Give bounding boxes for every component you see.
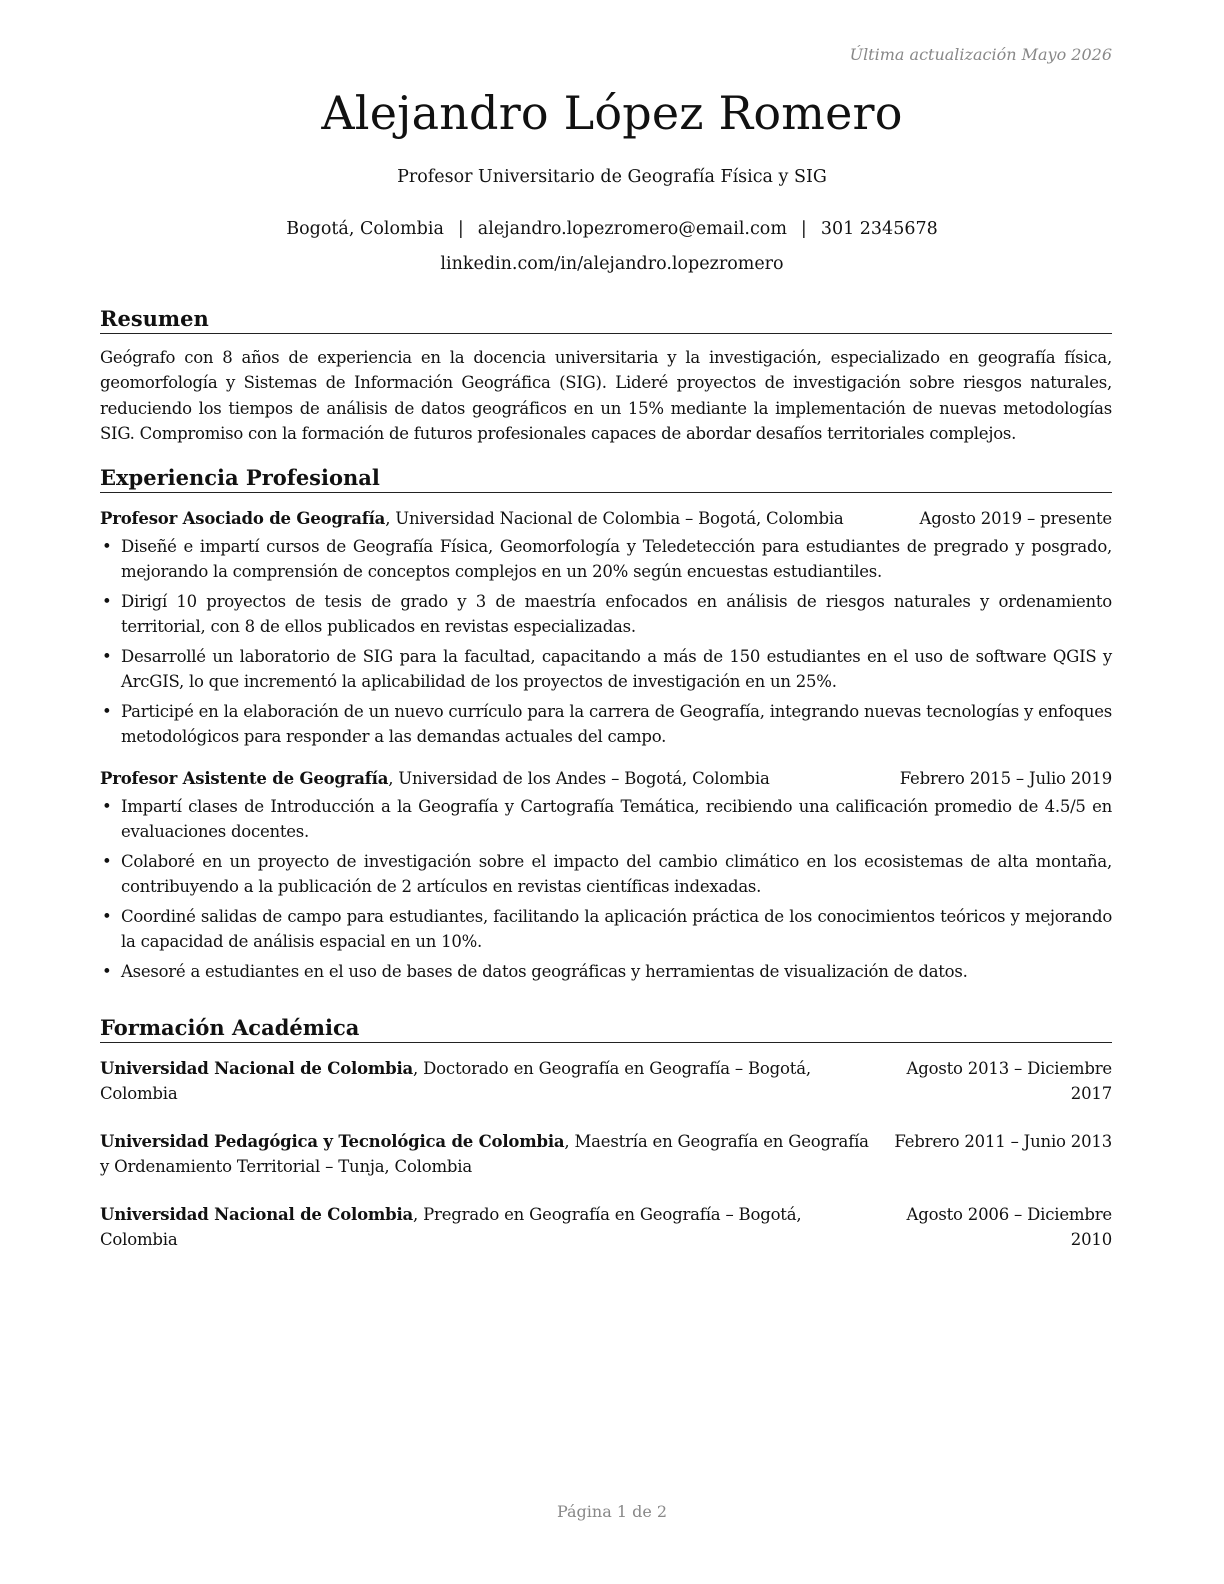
education-section <box>100 1014 1112 1252</box>
job-dates: Agosto 2019 – presente <box>919 509 1112 528</box>
summary-section <box>100 305 1112 446</box>
section-title-education: Formación Académica <box>100 1014 1112 1043</box>
job-bullets <box>100 534 1112 749</box>
list-item <box>100 699 1112 749</box>
bullet-icon: • <box>102 797 112 816</box>
bullet-text: Asesoré a estudiantes en el uso de bases de datos geográficas y herramientas de visualización de datos. <box>121 962 968 981</box>
list-item <box>100 959 1112 984</box>
job-role: Profesor Asistente de Geografía <box>100 769 389 788</box>
summary-text: Geógrafo con 8 años de experiencia en la docencia universitaria y la investigación, especializado en geografía física, geomorfología y Sistemas de Información Geográfica (SIG). Lideré proyectos de investigación sobre riesgos naturales, reduciendo los tiempos de análisis de datos geográficos en un 15% mediante la implementación de nuevas metodologías SIG. Compromiso con la formación de futuros profesionales capaces de abordar desafíos territoriales complejos. <box>100 348 1112 443</box>
bullet-icon: • <box>102 907 112 926</box>
education-dates-cont: 2010 <box>1070 1230 1112 1249</box>
education-line-1 <box>100 1202 1112 1227</box>
list-item <box>100 534 1112 584</box>
education-degree: , Doctorado en Geografía en Geografía – Bogotá, <box>413 1059 811 1078</box>
education-line-2 <box>100 1154 1112 1179</box>
section-title-summary: Resumen <box>100 305 1112 334</box>
candidate-name: Alejandro López Romero <box>321 86 903 140</box>
contact-phone: 301 2345678 <box>820 219 938 239</box>
education-location: Colombia <box>100 1084 178 1103</box>
education-line-2 <box>100 1227 1112 1252</box>
education-dates: Febrero 2011 – Junio 2013 <box>894 1132 1112 1151</box>
bullet-text: Desarrollé un laboratorio de SIG para la facultad, capacitando a más de 150 estudiantes en el uso de software QGIS y ArcGIS, lo que incrementó la aplicabilidad de los proyectos de investigación en un 25%. <box>121 647 1112 691</box>
bullet-icon: • <box>102 537 112 556</box>
bullet-icon: • <box>102 702 112 721</box>
education-entry <box>100 1202 1112 1252</box>
list-item <box>100 644 1112 694</box>
education-line-1 <box>100 1056 1112 1081</box>
contact-separator: | <box>800 219 807 239</box>
bullet-text: Impartí clases de Introducción a la Geografía y Cartografía Temática, recibiendo una calificación promedio de 4.5/5 en evaluaciones docentes. <box>121 797 1112 841</box>
bullet-icon: • <box>102 852 112 871</box>
last-updated: Última actualización Mayo 2026 <box>849 45 1112 64</box>
job-entry <box>100 506 1112 749</box>
list-item <box>100 904 1112 954</box>
education-institution: Universidad Nacional de Colombia <box>100 1205 414 1224</box>
education-entry <box>100 1056 1112 1106</box>
education-location: y Ordenamiento Territorial – Tunja, Colombia <box>100 1157 473 1176</box>
job-organization: , Universidad de los Andes – Bogotá, Colombia <box>388 769 770 788</box>
education-degree-line <box>100 1129 869 1154</box>
education-institution: Universidad Pedagógica y Tecnológica de Colombia <box>100 1132 565 1151</box>
bullet-text: Diseñé e impartí cursos de Geografía Física, Geomorfología y Teledetección para estudiantes de pregrado y posgrado, mejorando la comprensión de conceptos complejos en un 20% según encuestas estudiantiles. <box>121 537 1112 581</box>
job-header <box>100 766 1112 791</box>
job-organization: , Universidad Nacional de Colombia – Bogotá, Colombia <box>385 509 844 528</box>
bullet-text: Colaboré en un proyecto de investigación sobre el impacto del cambio climático en los ecosistemas de alta montaña, contribuyendo a la publicación de 2 artículos en revistas científicas indexadas. <box>121 852 1112 896</box>
education-degree-line <box>100 1056 811 1081</box>
job-title-line <box>100 766 770 791</box>
experience-section <box>100 464 1112 989</box>
job-entry <box>100 766 1112 984</box>
education-dates: Agosto 2013 – Diciembre <box>906 1059 1112 1078</box>
headline: Profesor Universitario de Geografía Física y SIG <box>397 167 827 187</box>
education-line-2 <box>100 1081 1112 1106</box>
list-item <box>100 849 1112 899</box>
education-institution: Universidad Nacional de Colombia <box>100 1059 414 1078</box>
bullet-text: Participé en la elaboración de un nuevo currículo para la carrera de Geografía, integrando nuevas tecnologías y enfoques metodológicos para responder a las demandas actuales del campo. <box>121 702 1112 746</box>
contact-line <box>0 219 1224 239</box>
page-number: Página 1 de 2 <box>556 1502 668 1521</box>
contact-linkedin[interactable]: linkedin.com/in/alejandro.lopezromero <box>440 254 784 274</box>
education-line-1 <box>100 1129 1112 1154</box>
list-item <box>100 794 1112 844</box>
education-entry <box>100 1129 1112 1179</box>
bullet-text: Dirigí 10 proyectos de tesis de grado y 3 de maestría enfocados en análisis de riesgos naturales y ordenamiento territorial, con 8 de ellos publicados en revistas especializadas. <box>121 592 1112 636</box>
education-dates-cont: 2017 <box>1070 1084 1112 1103</box>
contact-separator: | <box>457 219 464 239</box>
bullet-icon: • <box>102 962 112 981</box>
job-title-line <box>100 506 844 531</box>
job-header <box>100 506 1112 531</box>
list-item <box>100 589 1112 639</box>
contact-location: Bogotá, Colombia <box>286 219 444 239</box>
bullet-icon: • <box>102 592 112 611</box>
contact-email[interactable]: alejandro.lopezromero@email.com <box>477 219 787 239</box>
education-degree-line <box>100 1202 801 1227</box>
bullet-icon: • <box>102 647 112 666</box>
education-degree: , Maestría en Geografía en Geografía <box>564 1132 869 1151</box>
education-location: Colombia <box>100 1230 178 1249</box>
job-bullets <box>100 794 1112 984</box>
section-title-experience: Experiencia Profesional <box>100 464 1112 493</box>
bullet-text: Coordiné salidas de campo para estudiantes, facilitando la aplicación práctica de los conocimientos teóricos y mejorando la capacidad de análisis espacial en un 10%. <box>121 907 1112 951</box>
job-dates: Febrero 2015 – Julio 2019 <box>899 769 1112 788</box>
education-dates: Agosto 2006 – Diciembre <box>906 1205 1112 1224</box>
job-role: Profesor Asociado de Geografía <box>100 509 386 528</box>
education-degree: , Pregrado en Geografía en Geografía – Bogotá, <box>413 1205 802 1224</box>
